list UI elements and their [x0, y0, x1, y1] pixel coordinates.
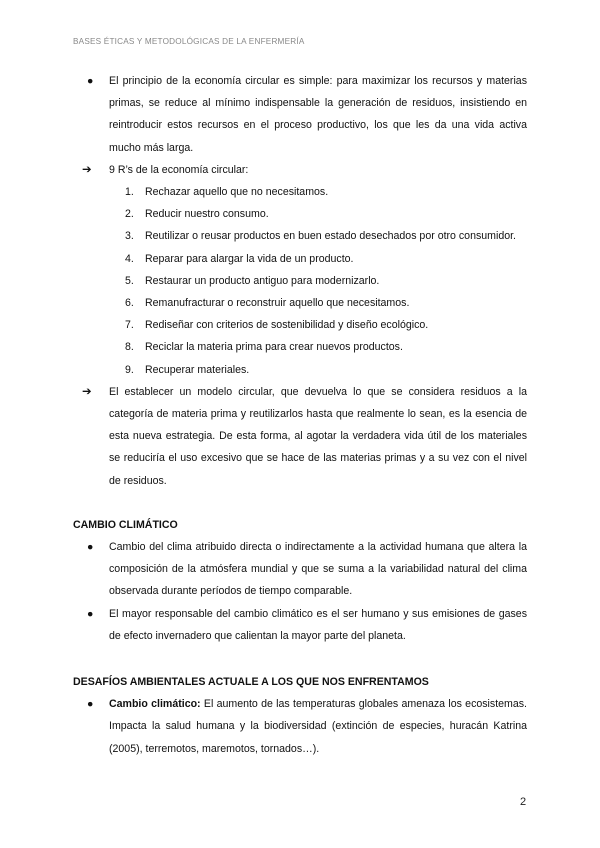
- list-number: 1.: [125, 186, 134, 199]
- circular-economy-principle-item: [87, 70, 527, 159]
- list-item-text: Restaurar un producto antiguo para modernizarlo.: [145, 274, 380, 287]
- list-item-rechazar: [125, 181, 527, 203]
- list-item-remanufacturar: [125, 292, 527, 314]
- challenge-body: El aumento de las temperaturas globales amenaza los ecosistemas. Impacta la salud humana y la biodiversidad (extinción de especies, huracán Katrina (2005), terremotos, maremotos, tornados…).: [109, 698, 527, 755]
- circular-model-text: El establecer un modelo circular, que devuelva lo que se considera residuos a la categoría de materia prima y reutilizarlos hasta que realmente lo sean, es la esencia de esta nueva estrategia. De esta forma, al agotar la verdadera vida útil de los materiales se reduciría el uso excesivo que se hace de las materias primas y a su vez con el nivel de residuos.: [109, 385, 527, 487]
- list-item-redisenar: [125, 314, 527, 336]
- section-spacer: [0, 492, 600, 514]
- page-number: 2: [520, 796, 527, 808]
- circular-economy-principle-text: El principio de la economía circular es simple: para maximizar los recursos y materias primas, se reduce al mínimo indispensable la generación de residuos, insistiendo en reintroducir estos recursos en el proceso productivo, los que les da una vida activa mucho más larga.: [109, 75, 527, 154]
- list-number: 3.: [125, 230, 134, 243]
- challenge-bullet-climate: [87, 693, 527, 760]
- bullet-dot-icon: ●: [87, 75, 94, 87]
- environmental-challenges-heading: DESAFÍOS AMBIENTALES ACTUALE A LOS QUE NOS ENFRENTAMOS: [73, 676, 429, 689]
- list-item-text: Recuperar materiales.: [145, 363, 250, 376]
- list-item-text: Reparar para alargar la vida de un producto.: [145, 252, 354, 265]
- challenge-climate-text: [109, 693, 527, 760]
- circular-model-item: [82, 381, 527, 492]
- bullet-dot-icon: ●: [87, 698, 94, 711]
- list-item-reciclar: [125, 336, 527, 358]
- arrow-bullet-icon: ➔: [82, 385, 92, 398]
- climate-responsible-text: El mayor responsable del cambio climático es el ser humano y sus emisiones de gases de efecto invernadero que calientan la mayor parte del planeta.: [109, 607, 527, 642]
- list-item-text: Reducir nuestro consumo.: [145, 208, 269, 221]
- list-item-text: Rediseñar con criterios de sostenibilidad y diseño ecológico.: [145, 319, 429, 332]
- climate-bullet-responsible: [87, 603, 527, 647]
- list-number: 9.: [125, 363, 134, 376]
- running-header: BASES ÉTICAS Y METODOLÓGICAS DE LA ENFERMERÍA: [73, 37, 305, 46]
- list-item-reutilizar: [125, 225, 527, 247]
- list-item-text: Reutilizar o reusar productos en buen estado desechados por otro consumidor.: [145, 230, 517, 243]
- list-number: 5.: [125, 274, 134, 287]
- list-number: 6.: [125, 297, 134, 310]
- climate-definition-text: Cambio del clima atribuido directa o indirectamente a la actividad humana que altera la composición de la atmósfera mundial y que se suma a la variabilidad natural del clima observada durante períodos de tiempo comparable.: [109, 541, 527, 598]
- list-number: 2.: [125, 208, 134, 221]
- section-spacer: [0, 647, 600, 671]
- climate-change-heading: CAMBIO CLIMÁTICO: [73, 518, 178, 531]
- climate-bullet-definition: [87, 536, 527, 603]
- list-number: 4.: [125, 252, 134, 265]
- list-item-reparar: [125, 248, 527, 270]
- list-item-recuperar: [125, 359, 527, 381]
- page-body: [0, 70, 600, 760]
- arrow-bullet-icon: ➔: [82, 163, 92, 176]
- list-item-text: Remanufracturar o reconstruir aquello que necesitamos.: [145, 297, 410, 310]
- list-number: 7.: [125, 319, 134, 332]
- list-item-text: Rechazar aquello que no necesitamos.: [145, 186, 329, 199]
- list-item-text: Reciclar la materia prima para crear nuevos productos.: [145, 341, 403, 354]
- list-item-restaurar: [125, 270, 527, 292]
- nine-rs-title: 9 R’s de la economía circular:: [109, 163, 249, 176]
- list-item-reducir: [125, 203, 527, 225]
- bullet-dot-icon: ●: [87, 541, 94, 554]
- list-number: 8.: [125, 341, 134, 354]
- bullet-dot-icon: ●: [87, 607, 94, 620]
- challenge-lead-term: Cambio climático:: [109, 698, 201, 711]
- nine-rs-title-item: [82, 159, 600, 181]
- nine-rs-list: [0, 181, 600, 381]
